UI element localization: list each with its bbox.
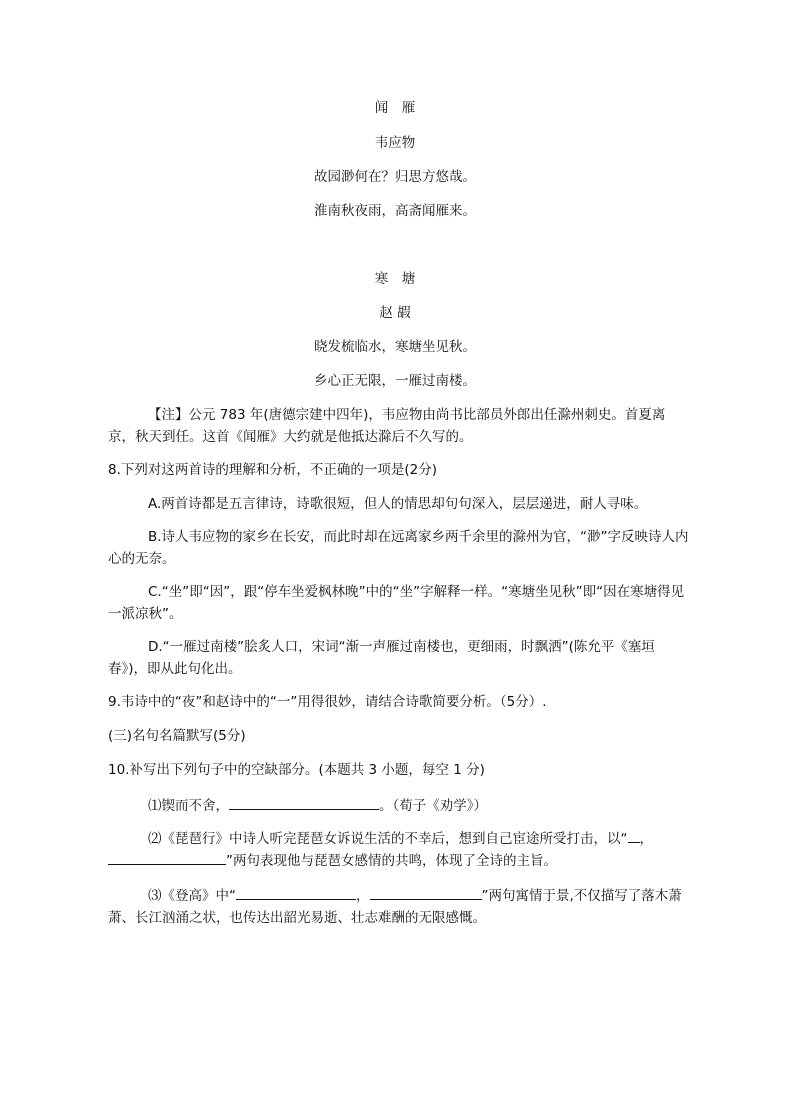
q8-option-b: B.诗人韦应物的家乡在长安，而此时却在远离家乡两千余里的滁州为官，“渺”字反映诗人内心的无奈。 [108,529,689,567]
poem1-line1: 故园渺何在？归思方悠哉。 [314,169,476,185]
q10-item2-post: ”两句表现他与琵琶女感情的共鸣，体现了全诗的主旨。 [226,853,557,869]
q10-item1-blank[interactable] [229,795,379,810]
q10-item2-comma: ， [639,831,653,847]
q10-item3-blank1[interactable] [236,885,356,900]
poem1-author: 韦应物 [374,135,416,151]
q8-stem: 8.下列对这两首诗的理解和分析，不正确的一项是(2分) [108,462,438,478]
q10-item2-text: ⑵《琵琶行》中诗人听完琵琶女诉说生活的不幸后，想到自己宦途所受打击，以“ [148,831,628,847]
q10-item2 [108,828,690,872]
q10-item3-post: ”两句寓情于景,不仅描写了落木萧萧、长江汹涌之状，也传达出韶光易逝、壮志难酬的无限感慨。 [108,888,682,926]
q10-item3-blank2[interactable] [370,885,482,900]
poem1-line2: 淮南秋夜雨，高斋闻雁来。 [314,203,476,219]
q10-item2-blank1[interactable] [628,828,640,843]
poem2-author: 赵 嘏 [379,305,411,321]
q10-item1-post: 。（荀子《劝学》） [379,798,487,814]
poem1-title: 闻 雁 [374,100,416,116]
poem2-line2: 乡心正无限，一雁过南楼。 [314,373,476,389]
q8-option-a: A.两首诗都是五言律诗，诗歌很短，但人的情思却句句深入，层层递进，耐人寻味。 [148,496,648,512]
poem2-line1: 晓发梳临水，寒塘坐见秋。 [314,339,476,355]
q10-item2-blank2[interactable] [108,850,226,865]
q10-item3-mid: ， [356,888,370,904]
poem2-title: 寒 塘 [374,271,416,287]
q9-stem: 9.韦诗中的“夜”和赵诗中的“一”用得很妙，请结合诗歌简要分析。（5分）. [108,694,547,710]
q10-item1-pre: ⑴锲而不舍， [148,798,229,814]
q8-option-d: D.“一雁过南楼”脍炙人口，宋词“渐一声雁过南楼也，更细雨，时飘洒”(陈允平《塞垣春》)，即从此句化出。 [108,639,655,677]
q10-item3 [108,885,690,929]
q10-stem: 10.补写出下列句子中的空缺部分。(本题共 3 小题，每空 1 分) [108,762,485,778]
q10-item3-pre: ⑶《登高》中“ [148,888,236,904]
q8-option-c: C.“坐”即“因”，跟“停车坐爱枫林晚”中的“坐”字解释一样。“寒塘坐见秋”即“因在寒塘得见一派凉秋”。 [108,584,685,622]
q10-item1 [148,795,730,816]
section3-heading: (三)名句名篇默写(5分) [108,728,246,744]
note-paragraph: 【注】公元 783 年(唐德宗建中四年)，韦应物由尚书比部员外郎出任滁州刺史。首夏离京，秋天到任。这首《闻雁》大约就是他抵达滁后不久写的。 [108,407,666,445]
